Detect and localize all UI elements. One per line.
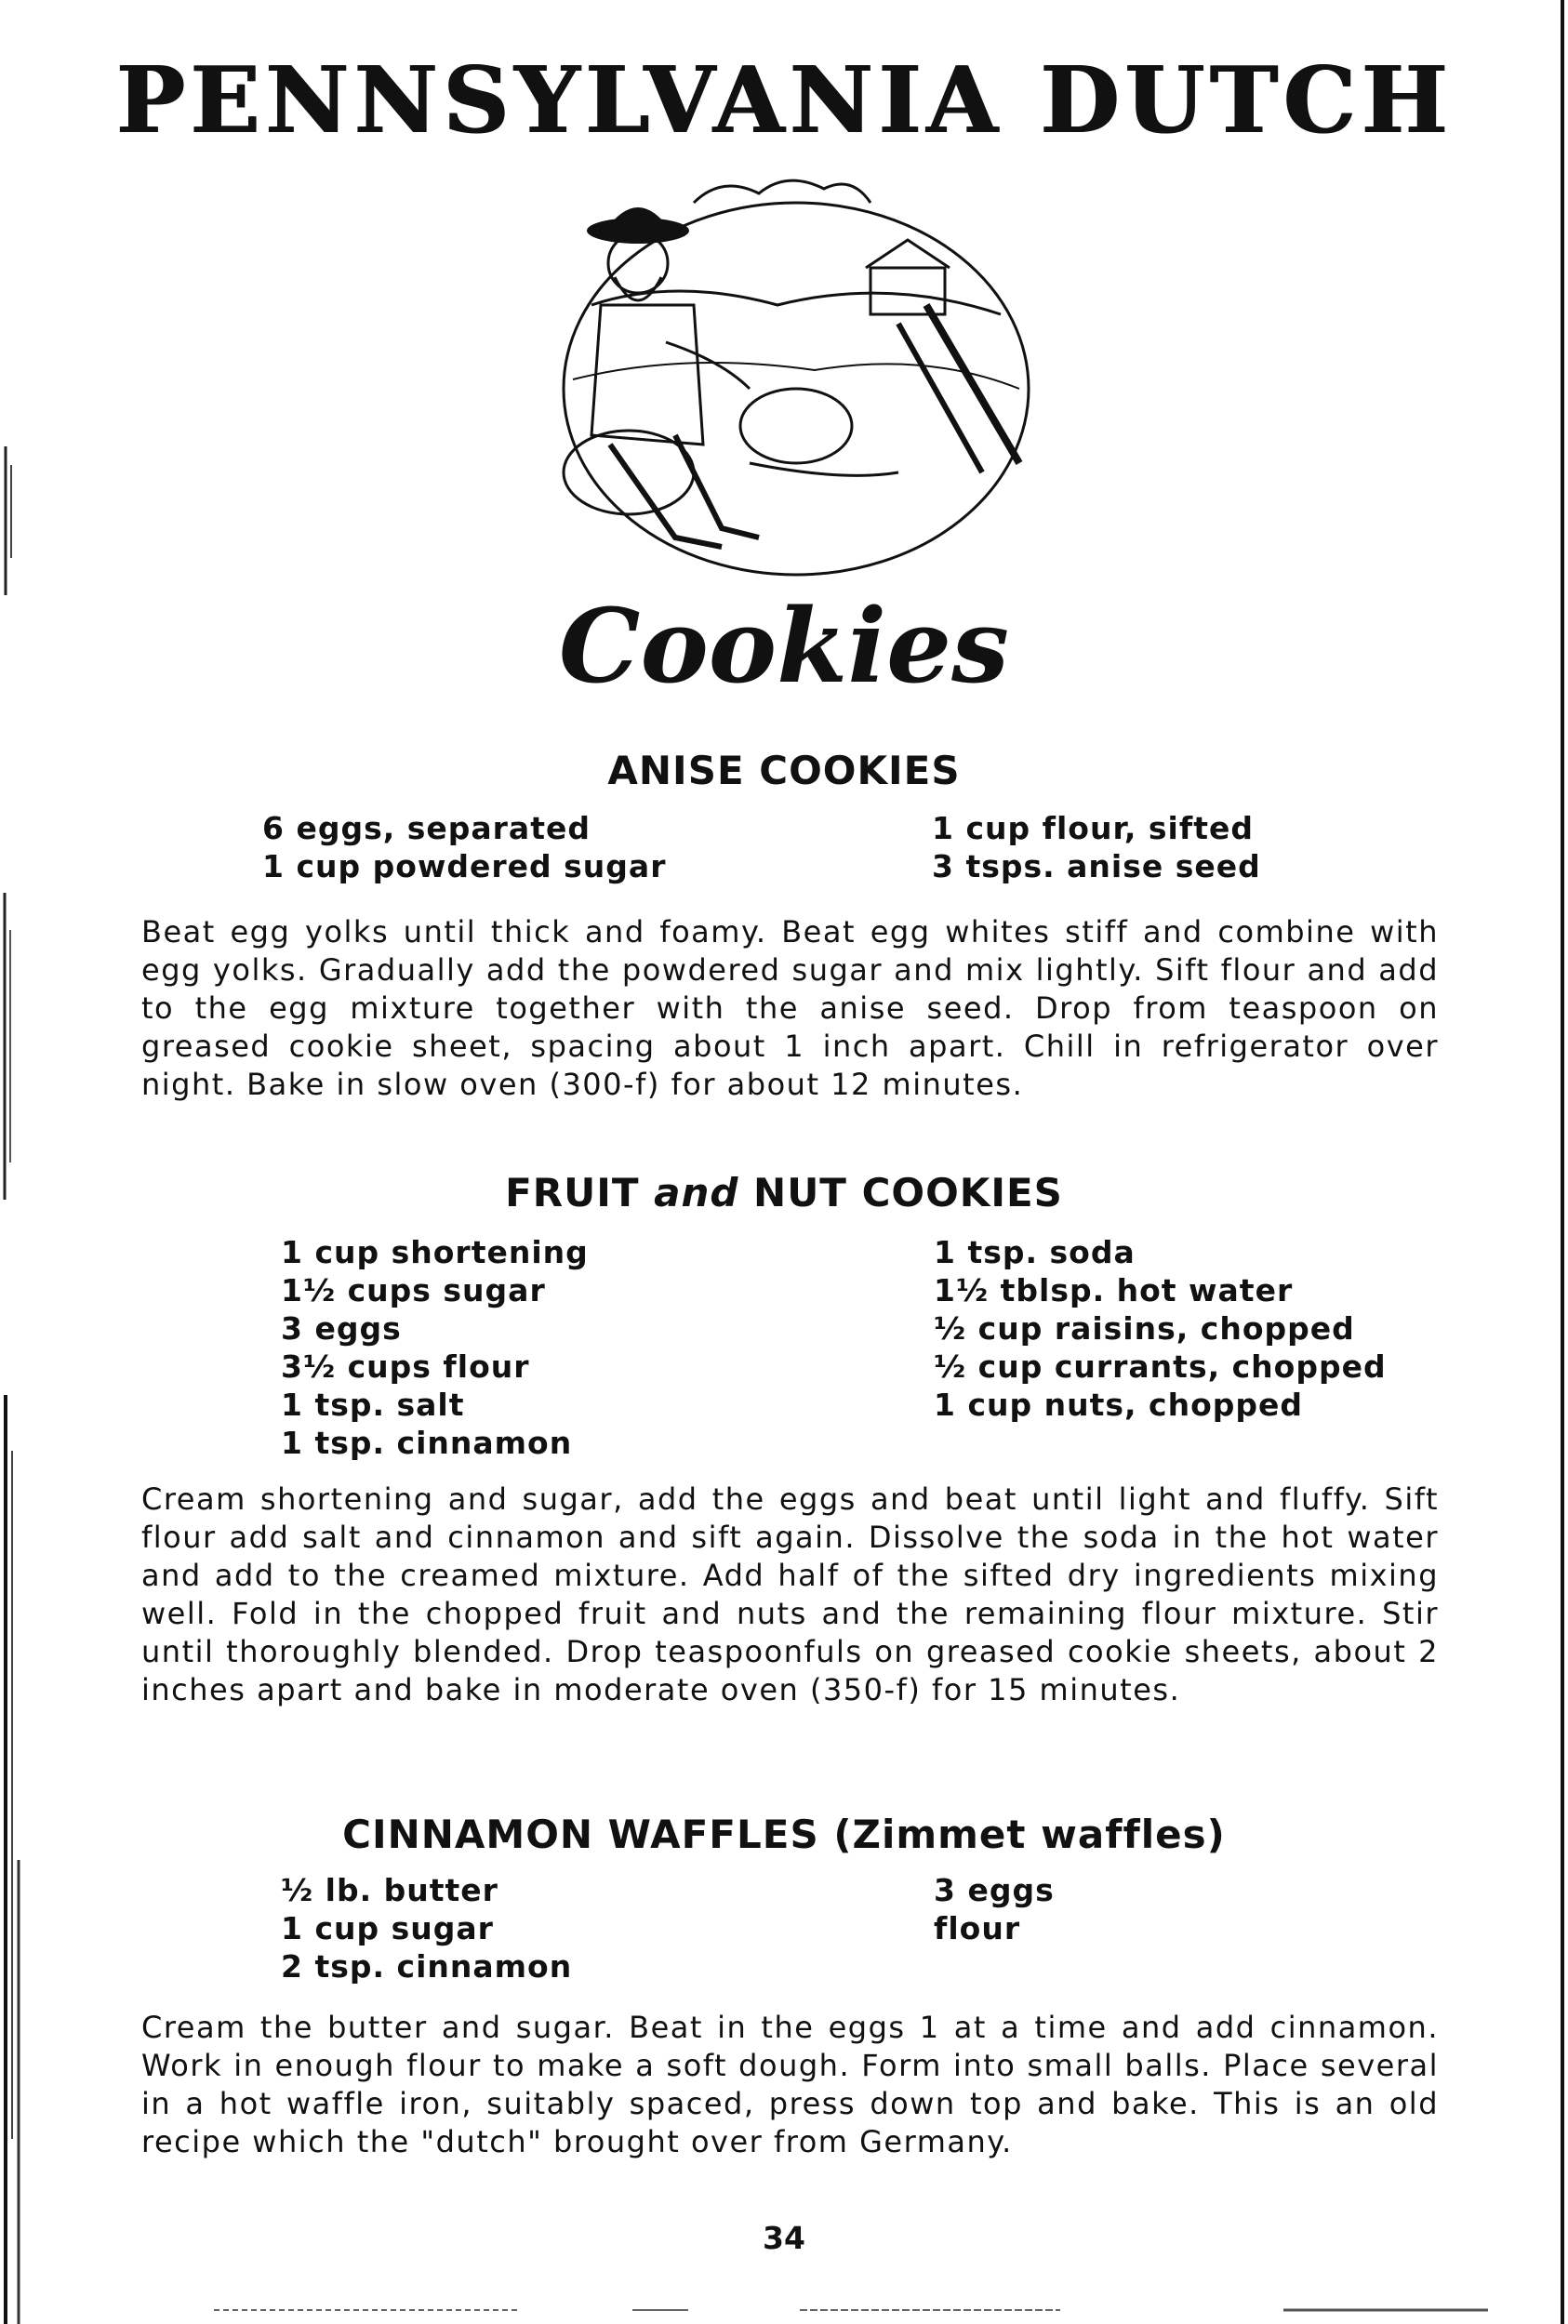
bottom-scan-rule (0, 2304, 1568, 2316)
recipe-title-cinnamon-waffles: CINNAMON WAFFLES (Zimmet waffles) (342, 1812, 1226, 1857)
ingredient: 3½ cups flour (281, 1348, 530, 1385)
title-part: and (654, 1170, 739, 1215)
ingredients-right-anise (932, 809, 1261, 885)
directions-anise: Beat egg yolks until thick and foamy. Beat egg whites stiff and combine with egg yolks. Gradually add the powdered sugar and mix lightly. Sift flour and add to the egg mixture together with the anise seed. Drop from teaspoon on greased cookie sheet, spacing about 1 inch apart. Chill in refrigerator over night. Bake in slow oven (300-f) for about 12 minutes. (141, 914, 1439, 1102)
ingredients-right-waffles (934, 1871, 1055, 1947)
scan-edge-left (0, 0, 56, 2324)
recipe-title-fruit-nut-cookies (0, 1170, 1568, 1215)
page-title: PENNSYLVANIA DUTCH (115, 47, 1453, 154)
directions-waffles: Cream the butter and sugar. Beat in the eggs 1 at a time and add cinnamon. Work in enough flour to make a soft dough. Form into small balls. Place several in a hot waffle iron, suitably spaced, press down top and bake. This is an old recipe which the "dutch" brought over from Germany. (141, 2010, 1439, 2159)
directions-fruit-nut: Cream shortening and sugar, add the eggs and beat until light and fluffy. Sift flour add salt and cinnamon and sift again. Dissolve the soda in the hot water and add to the creamed mixture. Add half of the sifted dry ingredients mixing well. Fold in the chopped fruit and nuts and the remaining flour mixture. Stir until thoroughly blended. Drop teaspoonfuls on greased cookie sheets, about 2 inches apart and bake in moderate oven (350-f) for 15 minutes. (141, 1481, 1439, 1707)
ingredients-left-waffles (281, 1871, 572, 1985)
page-number: 34 (763, 2220, 805, 2256)
ingredient: 6 eggs, separated (262, 810, 591, 846)
ingredients-left-fruit-nut (281, 1233, 589, 1462)
ingredient: 3 eggs (934, 1872, 1055, 1908)
ingredient: 1½ cups sugar (281, 1272, 546, 1308)
ingredient: 1 tsp. soda (934, 1234, 1136, 1270)
recipe-title-anise-cookies: ANISE COOKIES (607, 748, 961, 793)
section-title: Cookies (558, 586, 1010, 706)
ingredient: 2 tsp. cinnamon (281, 1948, 573, 1985)
ingredient: 3 tsps. anise seed (932, 848, 1261, 884)
ingredient: 1 cup sugar (281, 1910, 494, 1946)
ingredient: 3 eggs (281, 1310, 402, 1347)
ingredient: 1 cup shortening (281, 1234, 589, 1270)
title-part: FRUIT (505, 1170, 640, 1215)
title-part: NUT COOKIES (753, 1170, 1063, 1215)
ingredient: ½ cup currants, chopped (934, 1348, 1387, 1385)
ingredients-left-anise (262, 809, 666, 885)
ingredient: 1 tsp. cinnamon (281, 1425, 573, 1461)
ingredient: ½ cup raisins, chopped (934, 1310, 1355, 1347)
scan-edge-right (1531, 0, 1568, 2324)
pennsylvania-dutchman-illustration-icon (536, 166, 1056, 593)
ingredient: 1 cup nuts, chopped (934, 1387, 1304, 1423)
ingredient: 1 cup flour, sifted (932, 810, 1254, 846)
ingredient: flour (934, 1910, 1021, 1946)
ingredient: 1 cup powdered sugar (262, 848, 667, 884)
ingredient: 1 tsp. salt (281, 1387, 465, 1423)
ingredient: ½ lb. butter (281, 1872, 498, 1908)
ingredient: 1½ tblsp. hot water (934, 1272, 1294, 1308)
ingredients-right-fruit-nut (934, 1233, 1387, 1424)
